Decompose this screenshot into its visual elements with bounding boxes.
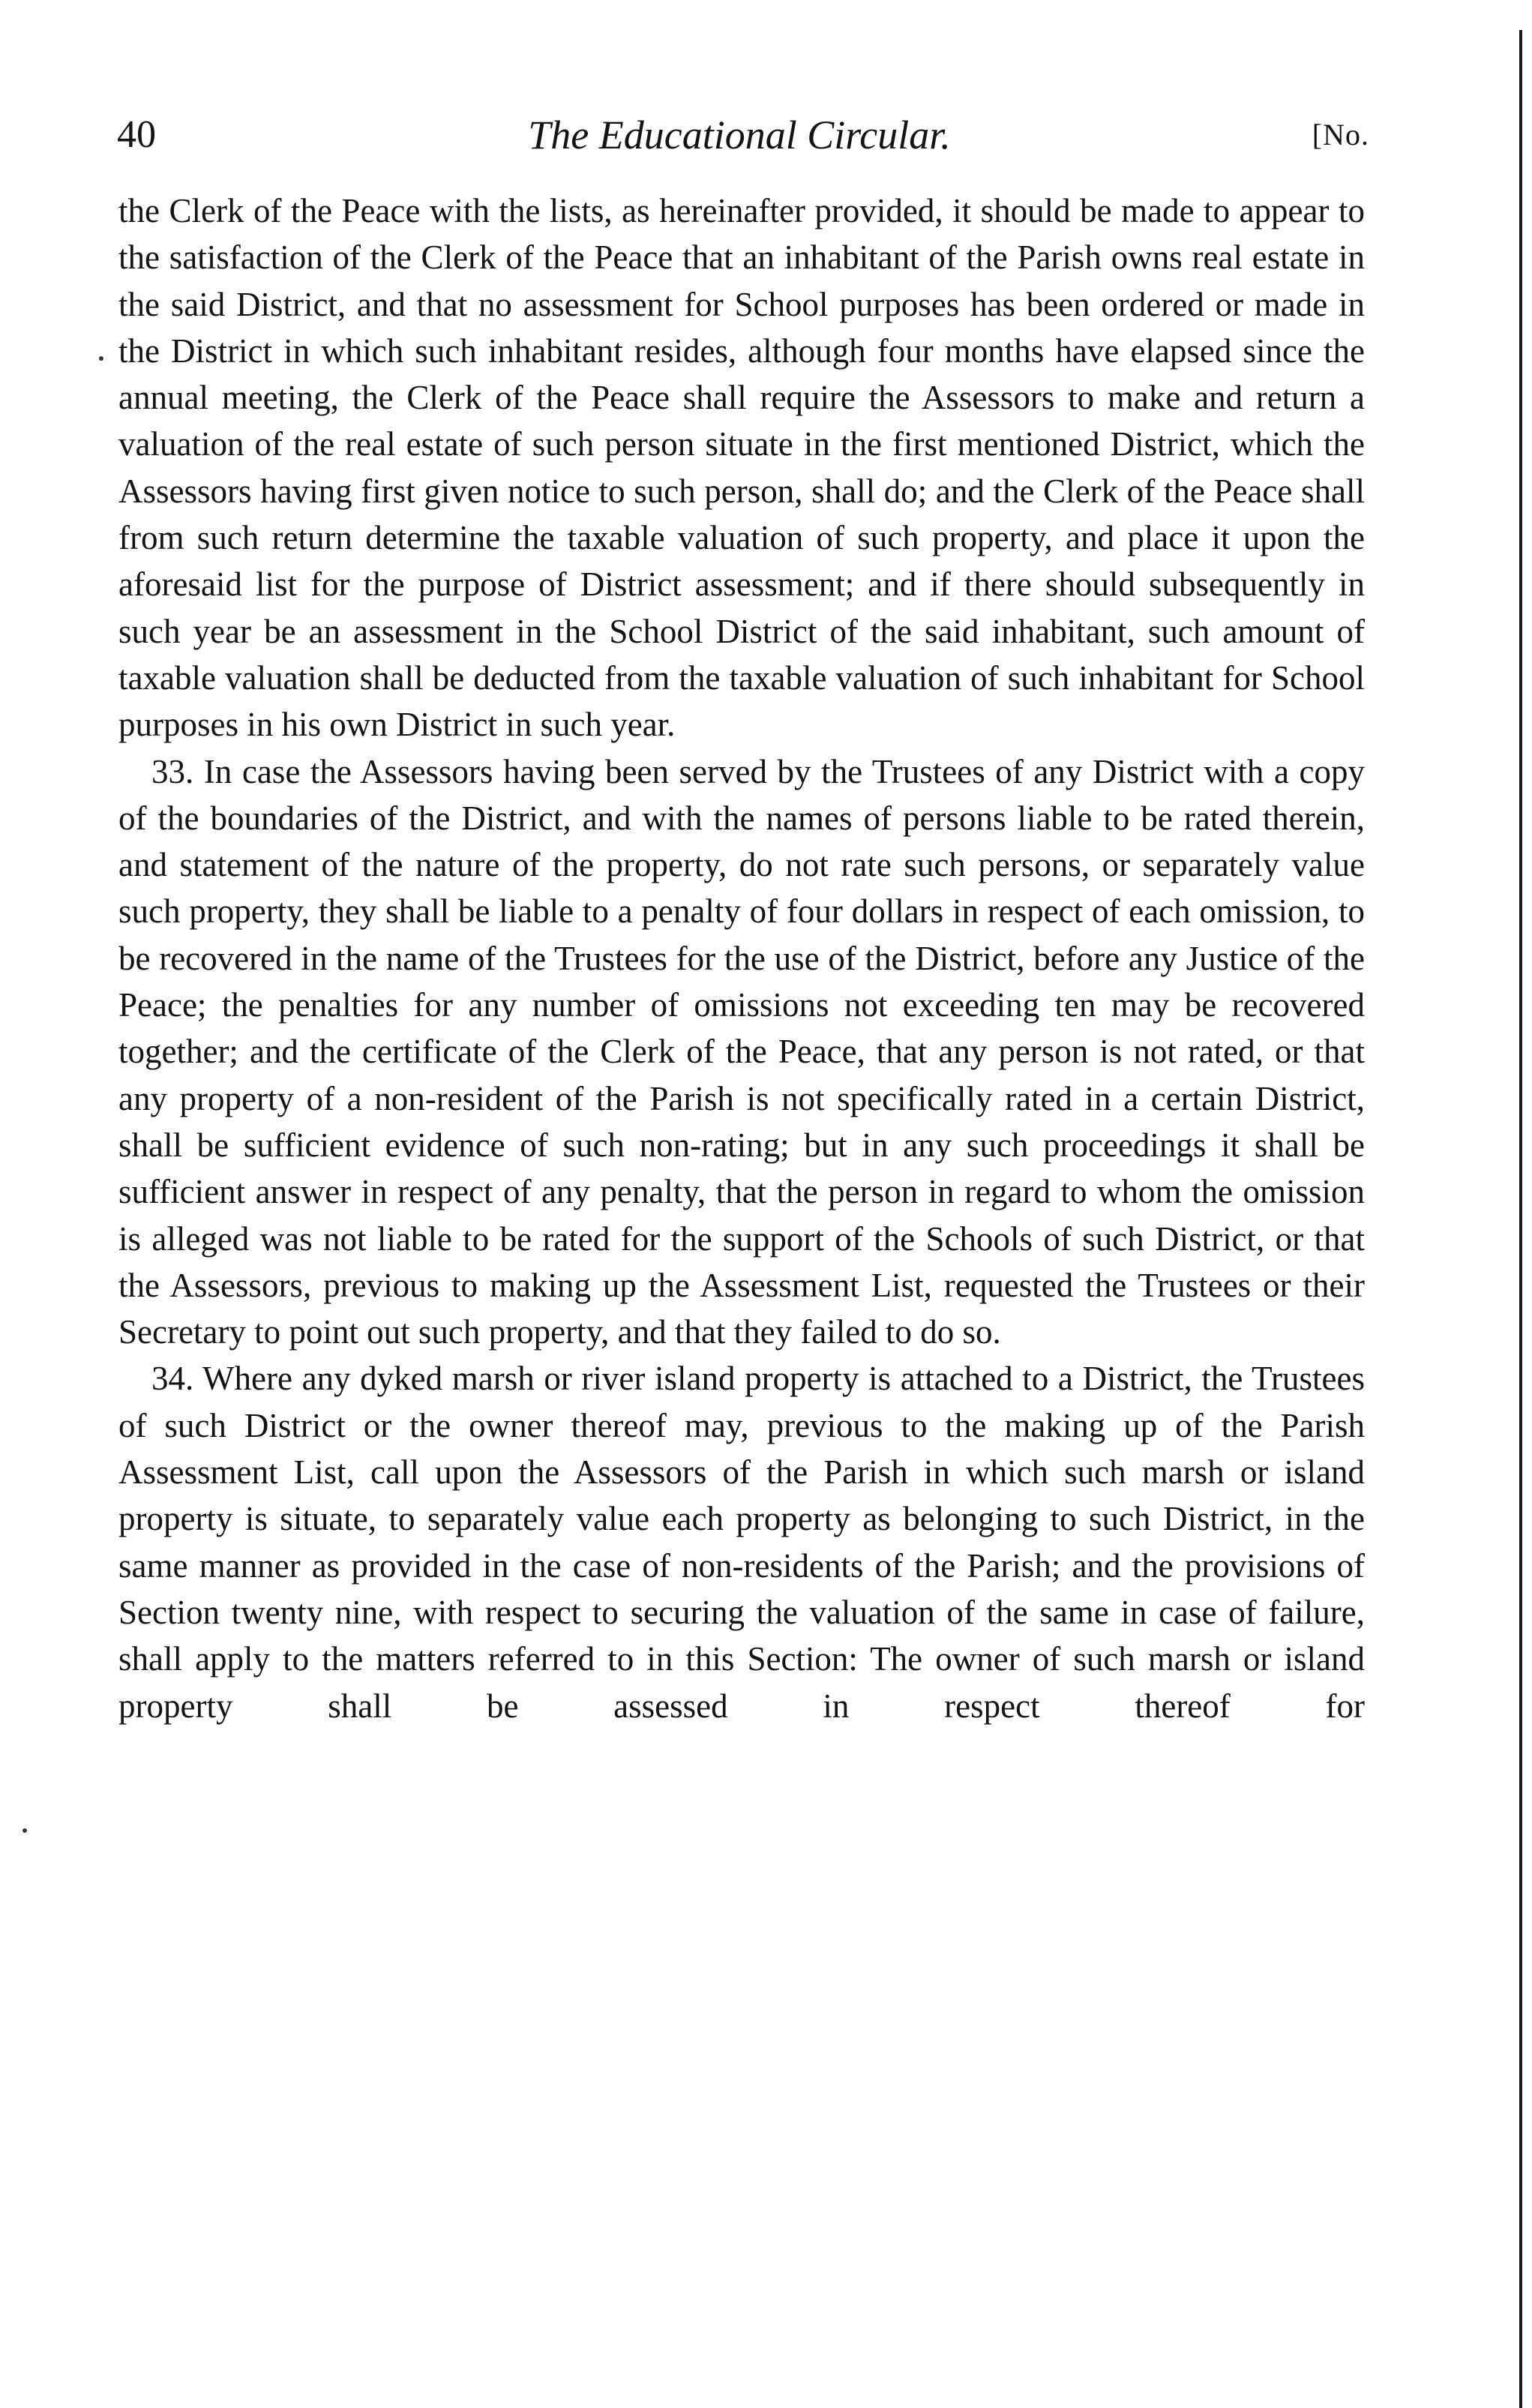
paragraph-section-34: 34. Where any dyked marsh or river island property is attached to a District, the Trustees of such District or the owner thereof may, previous to the making up of the Parish Assessment List, call upon the Assessors of the Parish in which such marsh or island property is situate, to separately value each property as belonging to such District, in the same manner as provided in the case of non-residents of the Parish; and the provisions of Section twenty nine, with respect to securing the valuation of the same in case of failure, shall apply to the matters referred to in this Section: The owner of such marsh or island property shall be assessed in respect thereof for (118, 1360, 1365, 1725)
running-title: The Educational Circular. (528, 112, 951, 157)
page-header (117, 105, 1369, 165)
stray-ink-mark (99, 356, 103, 361)
page-number: 40 (117, 113, 156, 156)
body-text (118, 187, 1365, 1729)
paragraph-section-33: 33. In case the Assessors having been served by the Trustees of any District with a copy of the boundaries of the District, and with the names of persons liable to be rated therein, and statement of the nature of the property, do not rate such persons, or separately value such property, they shall be liable to a penalty of four dollars in respect of each omission, to be recovered in the name of the Trustees for the use of the District, before any Justice of the Peace; the penalties for any number of omissions not exceeding ten may be recovered together; and the certificate of the Clerk of the Peace, that any person is not rated, or that any property of a non-resident of the Parish is not specifically rated in a certain District, shall be sufficient evidence of such non-rating; but in any such proceedings it shall be sufficient answer in respect of any penalty, that the person in regard to whom the omission is alleged was not liable to be rated for the support of the Schools of such District, or that the Assessors, previous to making up the Assessment List, requested the Trustees or their Secretary to point out such property, and that they failed to do so. (118, 752, 1365, 1351)
paragraph-continuation: the Clerk of the Peace with the lists, as hereinafter provided, it should be made to appear to the satisfaction of the Clerk of the Peace that an inhabitant of the Parish owns real estate in the said District, and that no assessment for School purposes has been ordered or made in the District in which such inhabitant resides, although four months have elapsed since the annual meeting, the Clerk of the Peace shall require the Assessors to make and return a valuation of the real estate of such person situate in the first mentioned District, which the Assessors having first given notice to such person, shall do; and the Clerk of the Peace shall from such return determine the taxable valuation of such property, and place it upon the aforesaid list for the purpose of District assessment; and if there should subsequently in such year be an assessment in the School District of the said inhabitant, such amount of taxable valuation shall be deducted from the taxable valuation of such inhabitant for School purposes in his own District in such year. (118, 192, 1365, 744)
issue-label: [No. (1312, 118, 1369, 151)
page-edge-rule (1519, 30, 1522, 2408)
stray-ink-mark (22, 1828, 27, 1833)
